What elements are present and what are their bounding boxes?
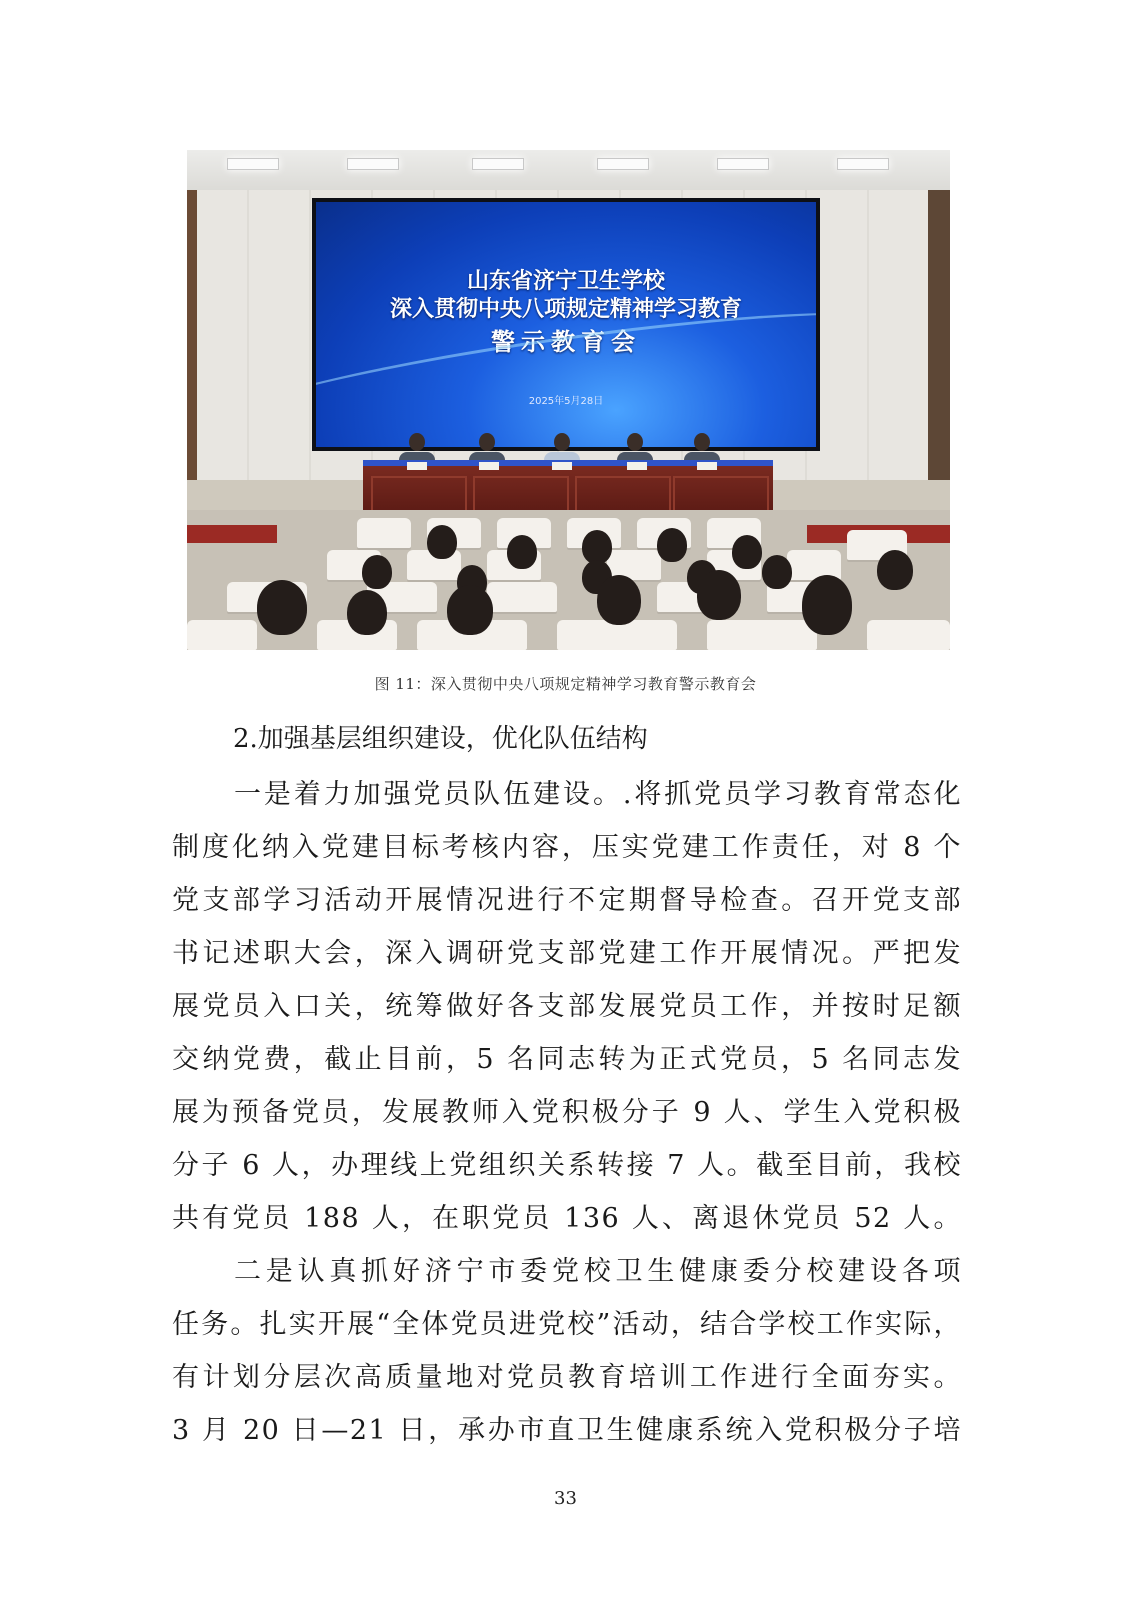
text-line: 展为预备党员，发展教师入党积极分子 9 人、学生入党积极 bbox=[172, 1097, 962, 1128]
page-number: 33 bbox=[554, 1488, 577, 1509]
text-line: 制度化纳入党建目标考核内容，压实党建工作责任，对 8 个 bbox=[172, 832, 962, 863]
nameplate bbox=[407, 462, 427, 470]
body-text bbox=[172, 768, 962, 1457]
audience-head bbox=[732, 535, 762, 569]
audience-head bbox=[697, 570, 741, 620]
ceiling-light bbox=[347, 158, 399, 170]
ceiling-light bbox=[717, 158, 769, 170]
audience-seat bbox=[867, 620, 950, 650]
wall-panel-left bbox=[187, 190, 197, 520]
ceiling-light bbox=[597, 158, 649, 170]
audience-head bbox=[257, 580, 307, 635]
led-screen bbox=[312, 198, 820, 451]
audience-head bbox=[447, 585, 493, 635]
figure-caption: 图 11：深入贯彻中央八项规定精神学习教育警示教育会 bbox=[374, 675, 757, 693]
nameplate bbox=[479, 462, 499, 470]
ceiling-light bbox=[472, 158, 524, 170]
audience-head bbox=[427, 525, 457, 559]
text-line: 分子 6 人，办理线上党组织关系转接 7 人。截至目前，我校 bbox=[172, 1150, 962, 1181]
screen-title-line3: 警示教育会 bbox=[491, 328, 641, 356]
ceiling-light bbox=[837, 158, 889, 170]
red-seat-row bbox=[187, 525, 277, 543]
audience-head bbox=[582, 530, 612, 564]
ceiling-light bbox=[227, 158, 279, 170]
audience-seat bbox=[357, 518, 411, 548]
text-line: 展党员入口关，统筹做好各支部发展党员工作，并按时足额 bbox=[172, 991, 962, 1022]
audience-head bbox=[762, 555, 792, 589]
wall-panel-right bbox=[928, 190, 950, 520]
text-line: 共有党员 188 人，在职党员 136 人、离退休党员 52 人。 bbox=[172, 1203, 962, 1234]
audience-head bbox=[507, 535, 537, 569]
screen-title-line2: 深入贯彻中央八项规定精神学习教育 bbox=[389, 297, 742, 322]
nameplate bbox=[627, 462, 647, 470]
nameplate bbox=[697, 462, 717, 470]
paragraph bbox=[172, 768, 962, 1245]
audience-head bbox=[802, 575, 852, 635]
audience-seat bbox=[187, 620, 257, 650]
text-line: 任务。扎实开展“全体党员进党校”活动，结合学校工作实际， bbox=[172, 1309, 962, 1340]
section-heading: 2.加强基层组织建设，优化队伍结构 bbox=[233, 724, 648, 754]
text-line: 有计划分层次高质量地对党员教育培训工作进行全面夯实。 bbox=[172, 1362, 962, 1393]
text-line: 3 月 20 日—21 日，承办市直卫生健康系统入党积极分子培 bbox=[172, 1415, 962, 1446]
audience-seat bbox=[707, 620, 817, 650]
paragraph bbox=[172, 1245, 962, 1457]
text-line: 党支部学习活动开展情况进行不定期督导检查。召开党支部 bbox=[172, 885, 962, 916]
audience-head bbox=[362, 555, 392, 589]
text-line: 一是着力加强党员队伍建设。.将抓党员学习教育常态化 bbox=[234, 779, 962, 810]
audience-head bbox=[597, 575, 641, 625]
meeting-photo bbox=[187, 150, 950, 650]
screen-date: 2025年5月28日 bbox=[528, 396, 604, 407]
text-line: 交纳党费，截止目前，5 名同志转为正式党员，5 名同志发 bbox=[172, 1044, 962, 1075]
screen-title-line1: 山东省济宁卫生学校 bbox=[466, 269, 665, 294]
text-line: 书记述职大会，深入调研党支部党建工作开展情况。严把发 bbox=[172, 938, 962, 969]
screen-display bbox=[316, 202, 816, 447]
audience-head bbox=[657, 528, 687, 562]
audience-seat bbox=[487, 582, 557, 612]
ceiling bbox=[187, 150, 950, 190]
nameplate bbox=[552, 462, 572, 470]
text-line: 二是认真抓好济宁市委党校卫生健康委分校建设各项 bbox=[234, 1256, 962, 1287]
audience-head bbox=[347, 590, 387, 635]
audience-head bbox=[877, 550, 913, 590]
